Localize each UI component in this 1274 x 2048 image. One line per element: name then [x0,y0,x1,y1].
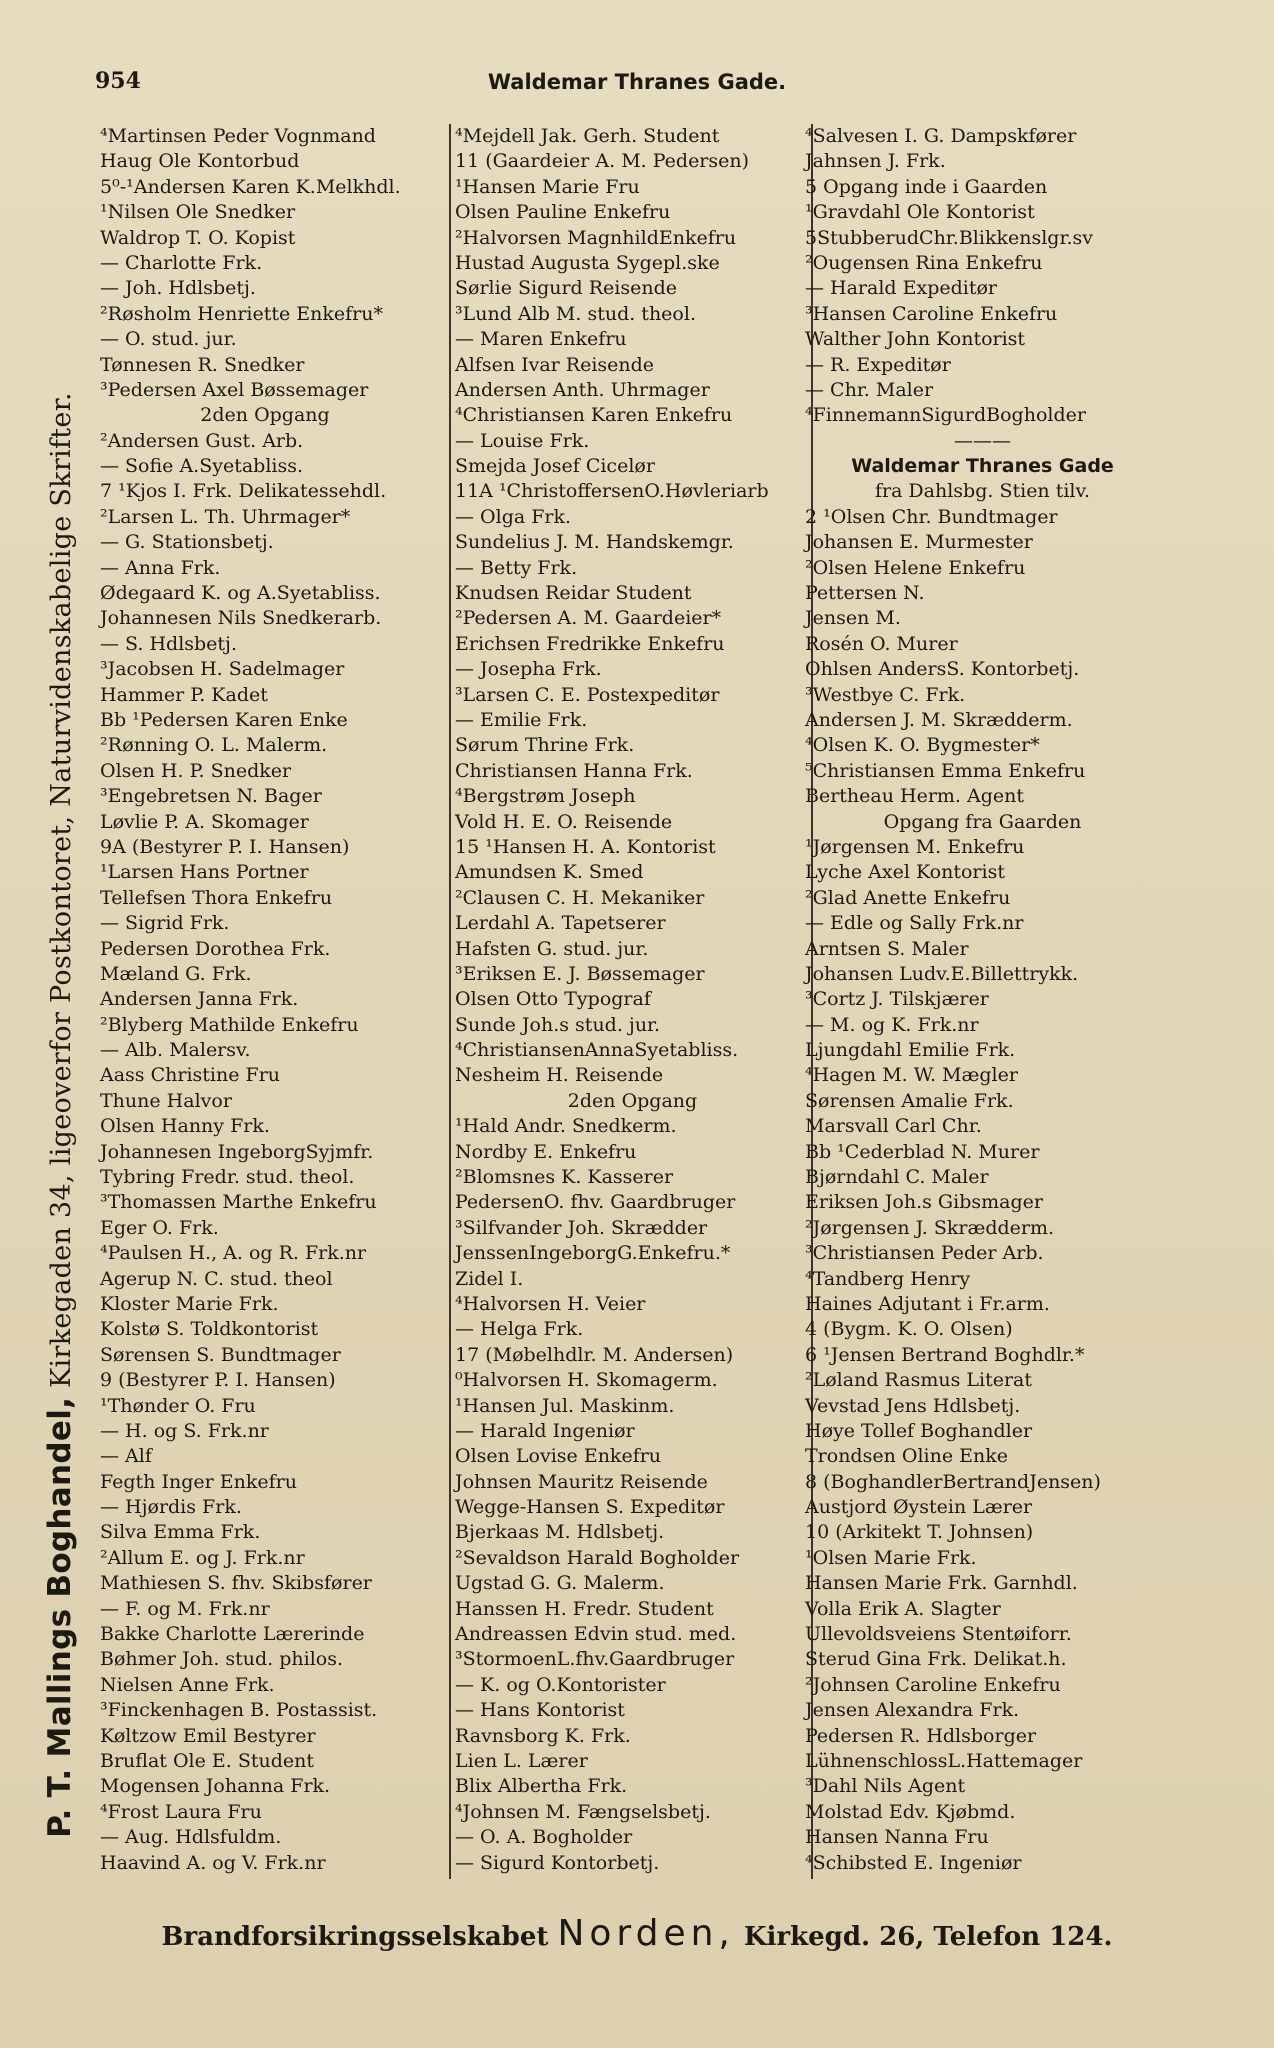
directory-entry: Hansen Marie Frk. Garnhdl. [805,1572,1078,1595]
directory-entry: Smejda Josef Cicelør [455,455,655,478]
directory-entry: 11A ¹ChristoffersenO.Høvleriarb [455,480,769,503]
directory-entry: Kolstø S. Toldkontorist [100,1318,319,1341]
directory-entry: Volla Erik A. Slagter [805,1597,1001,1620]
directory-entry: Austjord Øystein Lærer [805,1496,1033,1519]
directory-entry: — F. og M. Frk.nr [100,1597,270,1620]
directory-entry: — Hjørdis Frk. [100,1496,242,1519]
directory-entry: — Emilie Frk. [455,708,588,731]
directory-entry: Jahnsen J. Frk. [805,150,946,173]
directory-entry: — Anna Frk. [100,556,221,579]
directory-entry: Andersen Janna Frk. [100,988,299,1011]
directory-entry: Hanssen H. Fredr. Student [455,1597,714,1620]
directory-entry: ⁴Christiansen Karen Enkefru [455,404,733,427]
directory-entry: Køltzow Emil Bestyrer [100,1724,316,1747]
directory-entry: Rosén O. Murer [805,632,958,655]
directory-entry: ³Cortz J. Tilskjærer [805,988,989,1011]
directory-entry: Johannesen IngeborgSyjmfr. [100,1140,374,1163]
directory-entry: Jensen M. [805,607,901,630]
directory-entry: — Chr. Maler [805,378,934,401]
directory-entry: Mæland G. Frk. [100,962,252,985]
directory-entry: 9A (Bestyrer P. I. Hansen) [100,835,350,858]
directory-entry: Bjerkaas M. Hdlsbetj. [455,1521,665,1544]
directory-entry: Andreassen Edvin stud. med. [455,1623,737,1646]
directory-entry: ³Larsen C. E. Postexpeditør [455,683,720,706]
directory-entry: Olsen Hanny Frk. [100,1115,270,1138]
directory-entry: ³Hansen Caroline Enkefru [805,302,1058,325]
directory-entry: Sterud Gina Frk. Delikat.h. [805,1648,1067,1671]
directory-entry: ⁴ChristiansenAnnaSyetabliss. [455,1039,739,1062]
directory-entry: — Alb. Malersv. [100,1039,251,1062]
directory-entry: 6 ¹Jensen Bertrand Boghdlr.* [805,1343,1085,1366]
directory-entry: Mogensen Johanna Frk. [100,1775,331,1798]
directory-entry: 4 (Bygm. K. O. Olsen) [805,1318,1013,1341]
directory-entry: Agerup N. C. stud. theol [100,1267,333,1290]
directory-entry: — R. Expeditør [805,353,951,376]
directory-entry: — O. stud. jur. [100,328,237,351]
directory-entry: 5StubberudChr.Blikkenslgr.sv [805,226,1093,249]
directory-entry: ⁴Frost Laura Fru [100,1800,262,1823]
directory-entry: ¹Hansen Marie Fru [455,175,640,198]
directory-entry: ²Løland Rasmus Literat [805,1369,1032,1392]
directory-entry: Aass Christine Fru [100,1064,281,1087]
directory-entry: Ødegaard K. og A.Syetabliss. [100,582,381,605]
running-head: Waldemar Thranes Gade. [487,70,787,94]
directory-entry: Løvlie P. A. Skomager [100,810,309,833]
directory-entry: ³Engebretsen N. Bager [100,785,322,808]
directory-entry: — Sigrid Frk. [100,912,230,935]
directory-entry: Andersen J. M. Skrædderm. [805,708,1073,731]
directory-entry: ²Halvorsen MagnhildEnkefru [455,226,737,249]
directory-entry: ³Thomassen Marthe Enkefru [100,1191,377,1214]
directory-entry: Bb ¹Cederblad N. Murer [805,1140,1040,1163]
directory-entry: ¹Jørgensen M. Enkefru [805,835,1025,858]
directory-entry: Pedersen Dorothea Frk. [100,937,331,960]
directory-entry: 9 (Bestyrer P. I. Hansen) [100,1369,336,1392]
directory-entry: Sunde Joh.s stud. jur. [455,1013,661,1036]
directory-entry: ——— [954,429,1011,452]
directory-entry: Ravnsborg K. Frk. [455,1724,631,1747]
directory-entry: Bøhmer Joh. stud. philos. [100,1648,344,1671]
directory-entry: Lerdahl A. Tapetserer [455,912,666,935]
directory-entry: LühnenschlossL.Hattemager [805,1750,1083,1772]
directory-entry: 5 Opgang inde i Gaarden [805,175,1048,198]
directory-entry: PedersenO. fhv. Gaardbruger [455,1191,736,1214]
directory-entry: ³StormoenL.fhv.Gaardbruger [455,1648,735,1671]
directory-entry: ²Jørgensen J. Skrædderm. [805,1216,1055,1239]
directory-entry: ⁴FinnemannSigurdBogholder [805,404,1086,427]
directory-entry: Johnsen Mauritz Reisende [455,1470,708,1493]
directory-entry: ¹Gravdahl Ole Kontorist [805,201,1035,224]
column-2 [455,124,810,1876]
directory-entry: — Alf [100,1445,152,1468]
directory-entry: 2den Opgang [567,1089,698,1112]
directory-entry: Alfsen Ivar Reisende [455,353,655,376]
directory-entry: — Louise Frk. [455,429,590,452]
directory-entry: ⁴Salvesen I. G. Dampskfører [805,125,1077,147]
directory-entry: ²Larsen L. Th. Uhrmager* [100,505,351,528]
directory-entry: Hafsten G. stud. jur. [455,937,649,960]
directory-entry: Eriksen Joh.s Gibsmager [805,1191,1043,1214]
directory-entry: Eger O. Frk. [100,1216,219,1239]
directory-entry: Marsvall Carl Chr. [805,1115,982,1138]
directory-entry: ²Ougensen Rina Enkefru [805,251,1043,274]
directory-entry: ³Eriksen E. J. Bøssemager [455,962,705,985]
directory-entry: ¹Olsen Marie Frk. [805,1546,977,1569]
directory-entry: Ugstad G. G. Malerm. [455,1572,665,1595]
directory-entry: Johansen E. Murmester [805,531,1033,554]
directory-entry: — K. og O.Kontorister [455,1673,666,1696]
directory-entry: ¹Hansen Jul. Maskinm. [455,1394,675,1417]
directory-entry: 15 ¹Hansen H. A. Kontorist [455,835,716,858]
directory-entry: Hustad Augusta Sygepl.ske [455,251,720,274]
directory-entry: Nielsen Anne Frk. [100,1673,275,1696]
directory-entry: ²Allum E. og J. Frk.nr [100,1546,305,1569]
directory-entry: Hansen Nanna Fru [805,1826,989,1849]
directory-entry: ²Sevaldson Harald Bogholder [455,1546,740,1569]
directory-entry: Walther John Kontorist [805,328,1026,351]
directory-entry: ²Glad Anette Enkefru [805,886,1011,909]
directory-entry: ³Christiansen Peder Arb. [805,1242,1044,1265]
directory-entry: 5⁰-¹Andersen Karen K.Melkhdl. [100,175,401,198]
directory-entry: Ljungdahl Emilie Frk. [805,1039,1016,1062]
directory-entry: Haug Ole Kontorbud [100,150,300,173]
directory-entry: — Olga Frk. [455,505,572,528]
directory-entry: fra Dahlsbg. Stien tilv. [874,480,1091,503]
directory-entry: Erichsen Fredrikke Enkefru [455,632,725,655]
directory-entry: Thune Halvor [100,1089,232,1112]
directory-entry: ²Blomsnes K. Kasserer [455,1166,674,1189]
directory-entry: Hammer P. Kadet [100,683,268,706]
directory-entry: Waldemar Thranes Gade [851,455,1114,478]
directory-entry: — Betty Frk. [455,556,578,579]
directory-entry: — Helga Frk. [455,1318,584,1341]
directory-entry: Amundsen K. Smed [455,861,644,884]
directory-entry: ³Jacobsen H. Sadelmager [100,658,345,681]
directory-entry: — Charlotte Frk. [100,251,263,274]
directory-entry: 2 ¹Olsen Chr. Bundtmager [805,505,1058,528]
directory-entry: Waldrop T. O. Kopist [100,226,296,249]
directory-entry: Jensen Alexandra Frk. [805,1699,1020,1722]
footer-advertisement [0,1913,1274,1954]
footer-company: Norden, [557,1913,735,1954]
directory-entry: — Harald Ingeniør [455,1419,635,1442]
directory-entry: Lien L. Lærer [455,1750,588,1772]
directory-entry: — Harald Expeditør [805,277,998,300]
directory-entry: Blix Albertha Frk. [455,1775,628,1798]
directory-entry: — Josepha Frk. [455,658,602,681]
directory-entry: ⁴Bergstrøm Joseph [455,785,636,808]
directory-entry: Bertheau Herm. Agent [805,785,1025,808]
directory-entry: 17 (Møbelhdlr. M. Andersen) [455,1343,734,1366]
directory-entry: — Hans Kontorist [455,1699,625,1722]
directory-entry: Sørum Thrine Frk. [455,734,635,757]
directory-entry: ³Finckenhagen B. Postassist. [100,1699,378,1722]
directory-entry: ²Blyberg Mathilde Enkefru [100,1013,359,1036]
directory-entry: ³Silfvander Joh. Skrædder [455,1216,708,1239]
directory-entry: — Edle og Sally Frk.nr [805,912,1024,935]
directory-entry: — Aug. Hdlsfuldm. [100,1826,282,1849]
directory-entry: ⁵Christiansen Emma Enkefru [805,759,1086,782]
directory-entry: Fegth Inger Enkefru [100,1470,297,1493]
directory-entry: 8 (BoghandlerBertrandJensen) [805,1470,1101,1493]
directory-entry: Lyche Axel Kontorist [805,861,1005,884]
directory-entry: Trondsen Oline Enke [805,1445,1008,1468]
directory-entry: ³Pedersen Axel Bøssemager [100,378,369,401]
directory-entry: 7 ¹Kjos I. Frk. Delikatessehdl. [100,480,387,503]
directory-entry: Nordby E. Enkefru [455,1140,637,1163]
directory-entry: ²Johnsen Caroline Enkefru [805,1673,1061,1696]
directory-entry: — Sigurd Kontorbetj. [455,1851,660,1874]
directory-entry: ²Clausen C. H. Mekaniker [455,886,705,909]
directory-entry: ⁴Olsen K. O. Bygmester* [805,734,1040,757]
directory-entry: Bjørndahl C. Maler [805,1166,989,1189]
directory-entry: Kloster Marie Frk. [100,1292,279,1315]
directory-entry: Tønnesen R. Snedker [100,353,305,376]
directory-entry: ²Pedersen A. M. Gaardeier* [455,607,722,630]
directory-entry: ⁴Paulsen H., A. og R. Frk.nr [100,1242,367,1265]
directory-entry: Wegge-Hansen S. Expeditør [455,1496,725,1519]
column-divider [449,124,451,1879]
footer-part1: Brandforsikringsselskabet [161,1922,558,1952]
directory-entry: Nesheim H. Reisende [455,1064,664,1087]
directory-entry: Sørlie Sigurd Reisende [455,277,678,300]
directory-entry: ³Westbye C. Frk. [805,683,966,706]
directory-entry: Bb ¹Pedersen Karen Enke [100,708,348,731]
directory-entry: Johansen Ludv.E.Billettrykk. [805,962,1079,985]
directory-entry: ¹Hald Andr. Snedkerm. [455,1115,677,1138]
directory-entry: Bakke Charlotte Lærerinde [100,1623,365,1646]
directory-entry: Olsen Lovise Enkefru [455,1445,662,1468]
directory-entry: Arntsen S. Maler [805,937,969,960]
directory-entry: ⁴Mejdell Jak. Gerh. Student [455,125,720,147]
directory-entry: ⁴Johnsen M. Fængselsbetj. [455,1800,711,1823]
directory-entry: Molstad Edv. Kjøbmd. [805,1800,1016,1823]
directory-entry: Mathiesen S. fhv. Skibsfører [100,1572,372,1595]
directory-entry: — Maren Enkefru [455,328,627,351]
directory-entry: Pettersen N. [805,582,925,605]
page-number: 954 [95,68,141,94]
directory-entry: JenssenIngeborgG.Enkefru.* [455,1242,731,1265]
directory-entry: Sundelius J. M. Handskemgr. [455,531,734,554]
directory-entry: — Joh. Hdlsbetj. [100,277,256,300]
directory-entry: ³Dahl Nils Agent [805,1775,966,1798]
directory-entry: — S. Hdlsbetj. [100,632,237,655]
directory-entry: Vold H. E. O. Reisende [455,810,673,833]
directory-entry: Knudsen Reidar Student [455,582,692,605]
column-1 [100,124,430,1876]
directory-entry: Sørensen S. Bundtmager [100,1343,341,1366]
directory-entry: 2den Opgang [200,404,330,427]
directory-entry: Vevstad Jens Hdlsbetj. [805,1394,1021,1417]
directory-entry: Haavind A. og V. Frk.nr [100,1851,326,1874]
directory-entry: Haines Adjutant i Fr.arm. [805,1292,1050,1315]
directory-entry: Olsen Pauline Enkefru [455,201,671,224]
directory-entry: ²Andersen Gust. Arb. [100,429,304,452]
side-ad-bold: P. T. Mallings Boghandel, [42,1396,78,1838]
directory-entry: ¹Thønder O. Fru [100,1394,256,1417]
directory-entry: Sørensen Amalie Frk. [805,1089,1014,1112]
directory-entry: Olsen H. P. Snedker [100,759,292,782]
side-advertisement [42,285,78,1945]
directory-entry: Tellefsen Thora Enkefru [100,886,333,909]
directory-entry: 10 (Arkitekt T. Johnsen) [805,1521,1034,1544]
directory-entry: ⁴Tandberg Henry [805,1267,971,1290]
directory-entry: Christiansen Hanna Frk. [455,759,693,782]
directory-entry: Ohlsen AndersS. Kontorbetj. [805,658,1080,681]
directory-entry: ⁰Halvorsen H. Skomagerm. [455,1369,718,1392]
directory-entry: — G. Stationsbetj. [100,531,274,554]
directory-entry: — O. A. Bogholder [455,1826,633,1849]
directory-entry: ²Olsen Helene Enkefru [805,556,1026,579]
directory-entry: Silva Emma Frk. [100,1521,261,1544]
directory-entry: ⁴Martinsen Peder Vognmand [100,125,376,147]
directory-entry: ⁴Hagen M. W. Mægler [805,1064,1018,1087]
directory-entry: ³Lund Alb M. stud. theol. [455,302,696,325]
side-ad-rest: Kirkegaden 34, ligeoverfor Postkontoret, Naturvidenskabelige Skrifter. [46,392,77,1397]
directory-entry: 11 (Gaardeier A. M. Pedersen) [455,150,750,173]
directory-entry: Tybring Fredr. stud. theol. [100,1166,355,1189]
directory-entry: ⁴Schibsted E. Ingeniør [805,1851,1022,1874]
footer-part3: Kirkegd. 26, Telefon 124. [734,1922,1113,1952]
directory-entry: Johannesen Nils Snedkerarb. [100,607,382,630]
column-3 [805,124,1160,1876]
directory-entry: Ullevoldsveiens Stentøiforr. [805,1623,1072,1646]
directory-entry: Andersen Anth. Uhrmager [455,378,710,401]
directory-entry: Pedersen R. Hdlsborger [805,1724,1037,1747]
directory-entry: Opgang fra Gaarden [883,810,1082,833]
directory-entry: Høye Tollef Boghandler [805,1419,1033,1442]
directory-entry: Bruflat Ole E. Student [100,1750,315,1772]
directory-entry: — Sofie A.Syetabliss. [100,455,304,478]
directory-entry: ²Røsholm Henriette Enkefru* [100,302,383,325]
directory-entry: ⁴Halvorsen H. Veier [455,1292,646,1315]
directory-entry: — M. og K. Frk.nr [805,1013,979,1036]
directory-entry: ¹Larsen Hans Portner [100,861,309,884]
directory-entry: Zidel I. [455,1267,524,1290]
directory-entry: ²Rønning O. L. Malerm. [100,734,328,757]
directory-entry: — H. og S. Frk.nr [100,1419,269,1442]
directory-entry: Olsen Otto Typograf [455,988,651,1011]
directory-entry: ¹Nilsen Ole Snedker [100,201,296,224]
